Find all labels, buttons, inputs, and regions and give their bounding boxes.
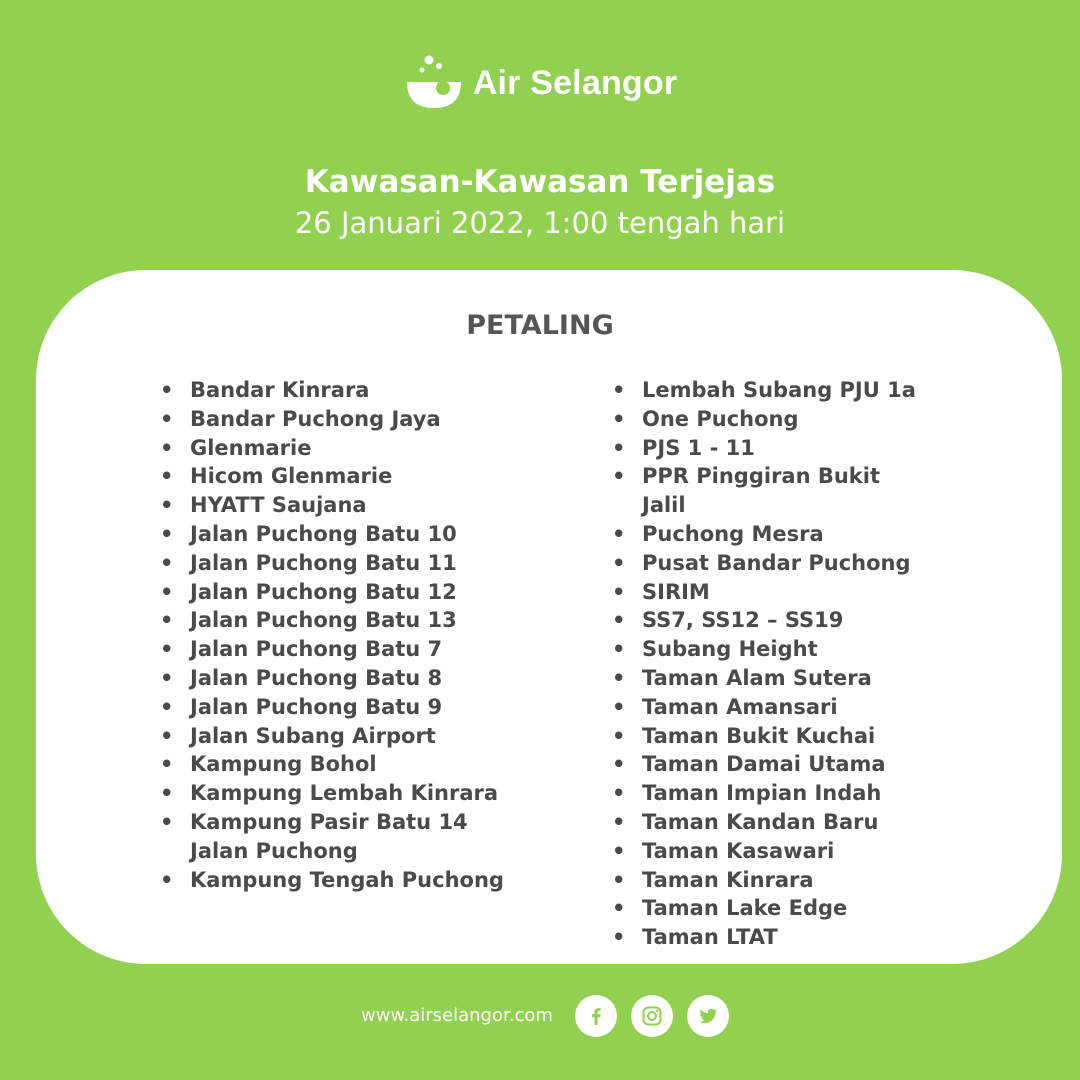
list-item: • SIRIM (612, 578, 922, 607)
section-title: PETALING (466, 310, 614, 341)
list-item: • Jalan Puchong Batu 8 (160, 664, 520, 693)
list-item: • Taman Kasawari (612, 837, 922, 866)
list-item: • SS7, SS12 – SS19 (612, 606, 922, 635)
list-item: • Jalan Puchong Batu 10 (160, 520, 520, 549)
list-item: • Jalan Subang Airport (160, 722, 520, 751)
list-item: • Puchong Mesra (612, 520, 922, 549)
list-item: • Jalan Puchong Batu 12 (160, 578, 520, 607)
list-item: • Kampung Pasir Batu 14 Jalan Puchong (160, 808, 520, 866)
list-item: • Bandar Kinrara (160, 376, 520, 405)
list-item: • Lembah Subang PJU 1a (612, 376, 922, 405)
instagram-icon[interactable] (631, 995, 673, 1037)
list-item: • Taman Alam Sutera (612, 664, 922, 693)
list-item: • Taman Lake Edge (612, 894, 922, 923)
list-item: • Taman Kinrara (612, 866, 922, 895)
page-title: Kawasan-Kawasan Terjejas (304, 164, 776, 200)
list-item: • HYATT Saujana (160, 491, 520, 520)
list-item: • Taman LTAT (612, 923, 922, 952)
facebook-icon[interactable] (575, 995, 617, 1037)
list-item: • Jalan Puchong Batu 11 (160, 549, 520, 578)
twitter-icon[interactable] (687, 995, 729, 1037)
list-item: • Taman Damai Utama (612, 750, 922, 779)
brand-logo (0, 52, 1080, 114)
water-drop-logo-icon (403, 52, 465, 114)
list-item: • Hicom Glenmarie (160, 462, 520, 491)
list-item: • Kampung Lembah Kinrara (160, 779, 520, 808)
footer (0, 995, 1080, 1039)
list-item: • PPR Pinggiran Bukit Jalil (612, 462, 922, 520)
list-item: • Taman Amansari (612, 693, 922, 722)
list-item: • Glenmarie (160, 434, 520, 463)
list-item: • Jalan Puchong Batu 7 (160, 635, 520, 664)
list-item: • Jalan Puchong Batu 9 (160, 693, 520, 722)
list-item: • Taman Bukit Kuchai (612, 722, 922, 751)
website-link[interactable]: www.airselangor.com (361, 1005, 553, 1026)
list-item: • Jalan Puchong Batu 13 (160, 606, 520, 635)
list-item: • Kampung Bohol (160, 750, 520, 779)
list-item: • Bandar Puchong Jaya (160, 405, 520, 434)
list-item: • Subang Height (612, 635, 922, 664)
list-item: • Kampung Tengah Puchong (160, 866, 520, 895)
list-item: • Pusat Bandar Puchong (612, 549, 922, 578)
list-item: • Taman Impian Indah (612, 779, 922, 808)
area-list-right (612, 376, 922, 952)
list-item: • PJS 1 - 11 (612, 434, 922, 463)
list-item: • Taman Kandan Baru (612, 808, 922, 837)
page-subtitle: 26 Januari 2022, 1:00 tengah hari (294, 206, 786, 240)
list-item: • One Puchong (612, 405, 922, 434)
brand-name: Air Selangor (472, 63, 678, 102)
area-list-left (160, 376, 520, 894)
